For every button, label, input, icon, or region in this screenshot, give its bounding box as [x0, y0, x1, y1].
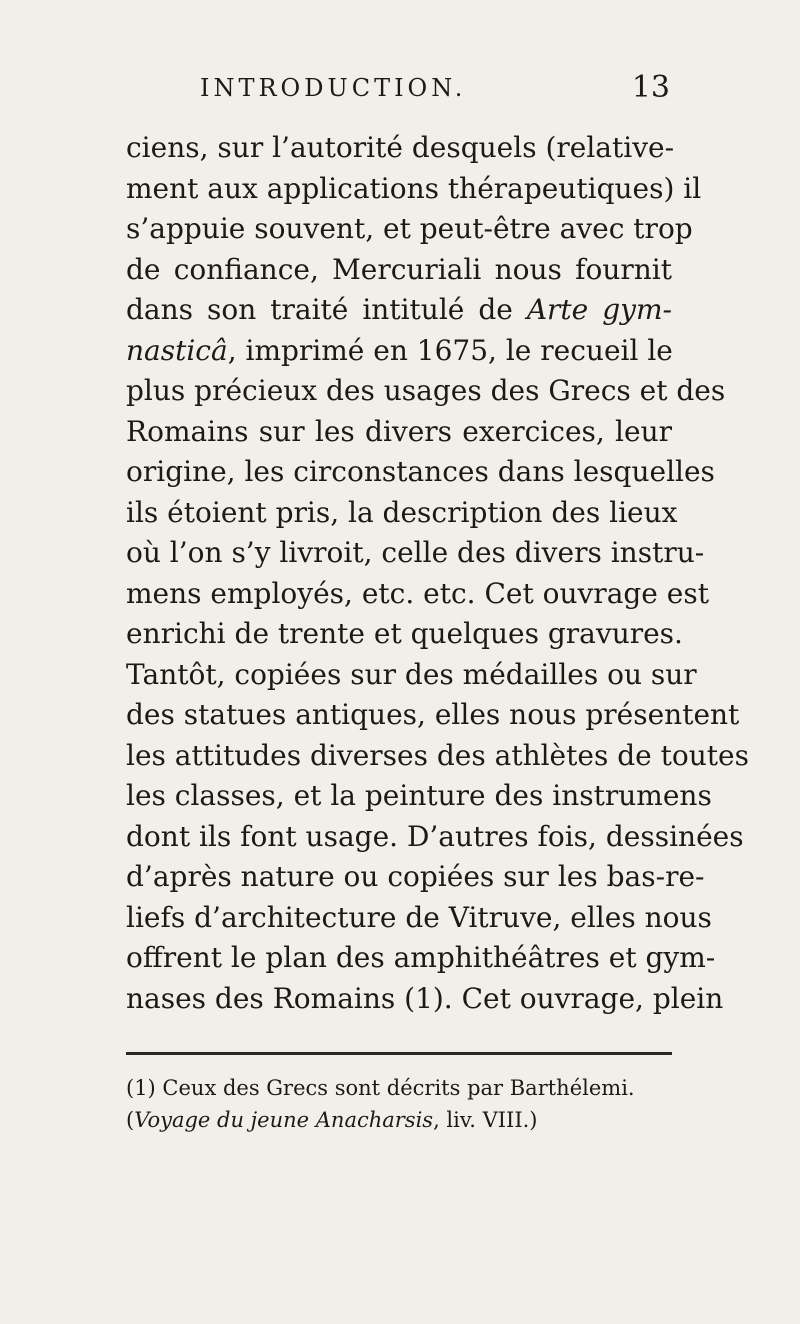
- book-title-italic: Arte gym-: [526, 293, 672, 326]
- footnote-line-2: [126, 1104, 672, 1136]
- footnote: [126, 1072, 672, 1136]
- footnote-line-1: (1) Ceux des Grecs sont décrits par Barthélemi.: [126, 1076, 635, 1100]
- footnote-reference: , liv. VIII.): [433, 1108, 538, 1132]
- text-line: nases des Romains (1). Cet ouvrage, plein: [126, 981, 724, 1015]
- body-text: [126, 128, 749, 1019]
- text-line: liefs d’architecture de Vitruve, elles nous: [126, 900, 712, 934]
- text-line: Tantôt, copiées sur des médailles ou sur: [126, 657, 697, 691]
- book-title-italic-cont: nasticâ: [126, 333, 228, 367]
- text-line: mens employés, etc. etc. Cet ouvrage est: [126, 576, 709, 610]
- text-line: dans son traité intitulé de: [126, 293, 513, 326]
- text-line: plus précieux des usages des Grecs et des: [126, 374, 726, 407]
- text-line: s’appuie souvent, et peut-être avec trop: [126, 212, 693, 245]
- text-line: enrichi de trente et quelques gravures.: [126, 617, 683, 650]
- text-line: les attitudes diverses des athlètes de toutes: [126, 738, 749, 772]
- page-header: [200, 70, 670, 114]
- running-title: INTRODUCTION.: [200, 74, 467, 102]
- page-number: 13: [631, 70, 670, 105]
- text-line: d’après nature ou copiées sur les bas-re-: [126, 860, 705, 893]
- text-line: ciens, sur l’autorité desquels (relative-: [126, 131, 675, 164]
- text-line: ment aux applications thérapeutiques) il: [126, 171, 702, 205]
- text-line: Romains sur les divers exercices, leur: [126, 414, 672, 448]
- text-line: [126, 331, 672, 372]
- text-line: dont ils font usage. D’autres fois, dessinées: [126, 819, 744, 853]
- text-line: de confiance, Mercuriali nous fournit: [126, 252, 672, 286]
- text-line: offrent le plan des amphithéâtres et gym-: [126, 941, 716, 974]
- text-line: ils étoient pris, la description des lieux: [126, 495, 678, 529]
- footnote-divider: [126, 1052, 672, 1055]
- text-line: des statues antiques, elles nous présentent: [126, 698, 740, 731]
- text-line-with-title: [126, 290, 672, 331]
- text-line-rest: , imprimé en 1675, le recueil le: [227, 333, 673, 367]
- footnote-book-title: Voyage du jeune Anacharsis: [134, 1108, 434, 1132]
- text-line: origine, les circonstances dans lesquelles: [126, 455, 715, 488]
- text-line: où l’on s’y livroit, celle des divers instru-: [126, 536, 705, 569]
- text-line: les classes, et la peinture des instrumens: [126, 779, 712, 812]
- footnote-open-paren: (: [126, 1108, 135, 1132]
